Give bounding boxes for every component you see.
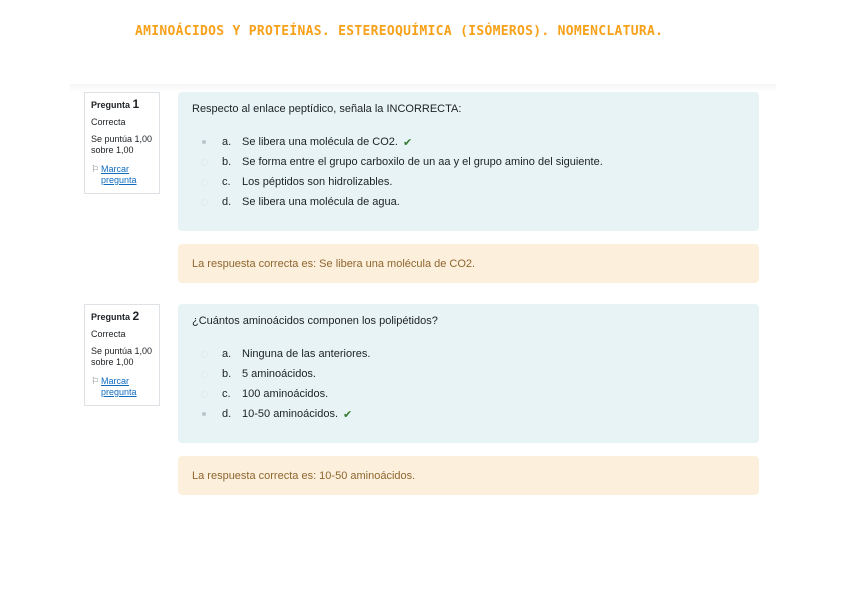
answer-option-c[interactable] xyxy=(192,384,745,404)
question-text: ¿Cuántos aminoácidos componen los polipétidos? xyxy=(192,315,438,327)
correct-answer-feedback-2: La respuesta correcta es: 10-50 aminoácidos. xyxy=(178,456,759,495)
flag-question-link[interactable] xyxy=(91,376,153,398)
answer-letter: a. xyxy=(222,348,232,360)
answer-text: Se libera una molécula de CO2. xyxy=(242,136,398,148)
answer-text: 100 aminoácidos. xyxy=(242,388,329,400)
answer-letter: b. xyxy=(222,156,232,168)
answer-radio[interactable] xyxy=(201,391,208,398)
check-icon: ✔ xyxy=(402,136,413,149)
answer-option-a[interactable] xyxy=(192,132,745,152)
answer-letter: d. xyxy=(222,408,232,420)
answer-letter: a. xyxy=(222,136,232,148)
question-info-2 xyxy=(84,304,160,406)
answer-text: Ninguna de las anteriores. xyxy=(242,348,371,360)
answer-letter: b. xyxy=(222,368,232,380)
answer-radio[interactable] xyxy=(201,159,208,166)
answer-text: Se libera una molécula de agua. xyxy=(242,196,400,208)
question-number: Pregunta 1 xyxy=(91,97,140,111)
answer-text: 5 aminoácidos. xyxy=(242,368,316,380)
question-grade: Se puntúa 1,00 sobre 1,00 xyxy=(91,134,153,155)
question-state: Correcta xyxy=(91,117,126,127)
flag-question-link[interactable] xyxy=(91,164,153,186)
answer-text: Se forma entre el grupo carboxilo de un aa y el grupo amino del siguiente. xyxy=(242,156,603,168)
answer-letter: c. xyxy=(222,388,231,400)
question-grade: Se puntúa 1,00 sobre 1,00 xyxy=(91,346,153,367)
header-divider xyxy=(70,84,776,92)
correct-answer-feedback-1: La respuesta correcta es: Se libera una molécula de CO2. xyxy=(178,244,759,283)
answer-text: Los péptidos son hidrolizables. xyxy=(242,176,393,188)
flag-question-label[interactable]: Marcar pregunta xyxy=(101,164,137,185)
answer-option-a[interactable] xyxy=(192,344,745,364)
answer-radio[interactable] xyxy=(201,179,208,186)
question-text: Respecto al enlace peptídico, señala la INCORRECTA: xyxy=(192,103,462,115)
answer-option-d[interactable] xyxy=(192,404,745,424)
question-info-1 xyxy=(84,92,160,194)
answer-option-b[interactable] xyxy=(192,364,745,384)
flag-icon: ⚐ xyxy=(91,376,100,386)
answer-radio[interactable] xyxy=(202,140,206,144)
answer-option-d[interactable] xyxy=(192,192,745,212)
answer-list xyxy=(192,132,745,212)
answer-radio[interactable] xyxy=(201,199,208,206)
question-state: Correcta xyxy=(91,329,126,339)
answer-radio[interactable] xyxy=(202,412,206,416)
answer-radio[interactable] xyxy=(201,351,208,358)
question-formulation-2 xyxy=(178,304,759,443)
check-icon: ✔ xyxy=(343,408,353,421)
answer-radio[interactable] xyxy=(201,371,208,378)
page-title: AMINOÁCIDOS Y PROTEÍNAS. ESTEREOQUÍMICA (ISÓMEROS). NOMENCLATURA. xyxy=(135,24,664,39)
answer-letter: d. xyxy=(222,196,232,208)
flag-question-label[interactable]: Marcar pregunta xyxy=(101,376,137,397)
question-number: Pregunta 2 xyxy=(91,309,140,323)
answer-list xyxy=(192,344,745,424)
question-formulation-1 xyxy=(178,92,759,231)
answer-letter: c. xyxy=(222,176,231,188)
answer-option-b[interactable] xyxy=(192,152,745,172)
flag-icon: ⚐ xyxy=(91,164,100,174)
answer-option-c[interactable] xyxy=(192,172,745,192)
answer-text: 10-50 aminoácidos. xyxy=(242,408,339,420)
